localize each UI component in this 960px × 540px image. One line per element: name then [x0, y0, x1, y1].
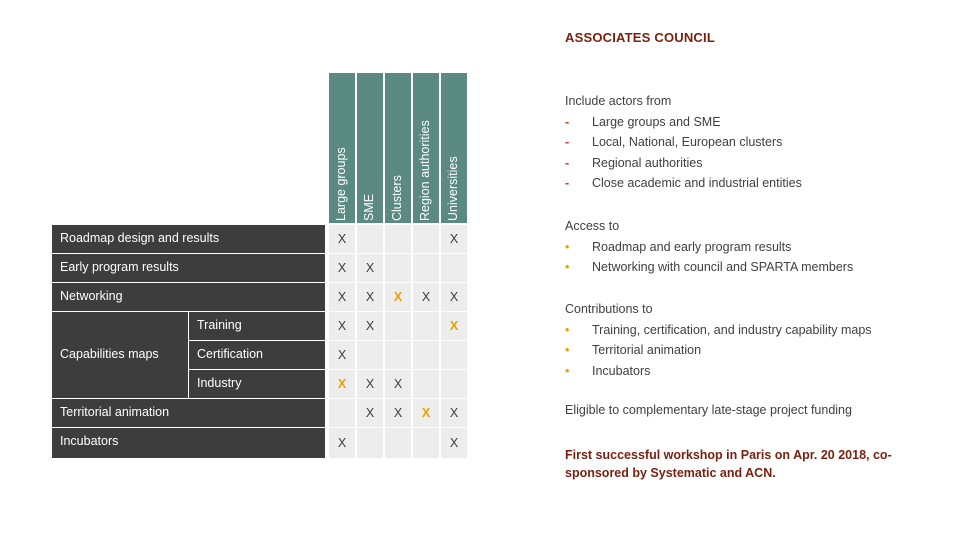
bullet-marker: •: [565, 239, 570, 254]
row-label-territorial-animation: Territorial animation: [52, 399, 325, 427]
cell-incubators-clusters: [385, 428, 411, 458]
list-item: [565, 340, 872, 361]
cell-training-large-groups: X: [329, 312, 355, 340]
list-item-text: Local, National, European clusters: [592, 135, 783, 150]
list-item: [565, 153, 802, 174]
dash-marker: -: [565, 155, 570, 170]
list-item: [565, 237, 853, 258]
col-header-clusters: [385, 73, 411, 223]
cell-roadmap-large-groups: X: [329, 225, 355, 253]
list-item: [565, 132, 802, 153]
section-include-intro: Include actors from: [565, 94, 672, 108]
list-item: [565, 257, 853, 278]
col-header-universities: [441, 73, 467, 223]
workshop-note: First successful workshop in Paris on Apr. 20 2018, co-sponsored by Systematic and ACN.: [565, 448, 892, 480]
cell-early-universities: [441, 254, 467, 282]
cell-industry-large-groups: X: [329, 370, 355, 398]
cell-training-region: [413, 312, 439, 340]
cell-certification-clusters: [385, 341, 411, 369]
cell-networking-sme: X: [357, 283, 383, 311]
dash-marker: -: [565, 135, 570, 150]
list-item-text: Large groups and SME: [592, 114, 721, 129]
section-access-list: [565, 237, 853, 278]
cell-incubators-sme: [357, 428, 383, 458]
cell-territorial-sme: X: [357, 399, 383, 427]
col-header-label: Clusters: [390, 175, 404, 221]
cell-certification-region: [413, 341, 439, 369]
cell-certification-sme: [357, 341, 383, 369]
list-item-text: Roadmap and early program results: [592, 239, 792, 254]
cell-industry-universities: [441, 370, 467, 398]
list-item-text: Incubators: [592, 363, 651, 378]
cell-early-region: [413, 254, 439, 282]
cell-industry-clusters: X: [385, 370, 411, 398]
row-label-roadmap: Roadmap design and results: [52, 225, 325, 253]
list-item: [565, 173, 802, 194]
dash-marker: -: [565, 176, 570, 191]
col-header-label: SME: [362, 193, 376, 221]
cell-roadmap-region: [413, 225, 439, 253]
dash-marker: -: [565, 114, 570, 129]
cell-territorial-region: X: [413, 399, 439, 427]
row-label-capabilities-maps: Capabilities maps: [52, 312, 188, 398]
col-header-sme: [357, 73, 383, 223]
col-header-label: Region authorities: [418, 120, 432, 221]
section-access-intro: Access to: [565, 219, 620, 233]
cell-industry-sme: X: [357, 370, 383, 398]
list-item-text: Territorial animation: [592, 343, 702, 358]
row-label-training: Training: [189, 312, 325, 340]
section-contributions-intro: Contributions to: [565, 302, 653, 316]
bullet-marker: •: [565, 343, 570, 358]
cell-incubators-region: [413, 428, 439, 458]
cell-territorial-large-groups: [329, 399, 355, 427]
cell-certification-universities: [441, 341, 467, 369]
cell-training-universities: X: [441, 312, 467, 340]
section-eligible: Eligible to complementary late-stage project funding: [565, 403, 852, 417]
col-header-label: Large groups: [334, 147, 348, 221]
row-label-certification: Certification: [189, 341, 325, 369]
list-item-text: Close academic and industrial entities: [592, 176, 802, 191]
cell-incubators-universities: X: [441, 428, 467, 458]
col-header-label: Universities: [446, 156, 460, 221]
col-header-region-authorities: [413, 73, 439, 223]
section-contributions: [565, 299, 872, 381]
list-item-text: Regional authorities: [592, 155, 703, 170]
bullet-marker: •: [565, 322, 570, 337]
cell-industry-region: [413, 370, 439, 398]
bullet-marker: •: [565, 363, 570, 378]
bullet-marker: •: [565, 260, 570, 275]
list-item: [565, 112, 802, 133]
section-include: [565, 91, 802, 194]
cell-early-clusters: [385, 254, 411, 282]
row-label-early-results: Early program results: [52, 254, 325, 282]
cell-training-sme: X: [357, 312, 383, 340]
page-title: ASSOCIATES COUNCIL: [565, 30, 715, 45]
cell-networking-clusters: X: [385, 283, 411, 311]
cell-territorial-universities: X: [441, 399, 467, 427]
row-label-industry: Industry: [189, 370, 325, 398]
section-contributions-list: [565, 320, 872, 382]
cell-networking-region: X: [413, 283, 439, 311]
section-include-list: [565, 112, 802, 194]
cell-networking-universities: X: [441, 283, 467, 311]
list-item: [565, 320, 872, 341]
cell-roadmap-universities: X: [441, 225, 467, 253]
row-label-incubators: Incubators: [52, 428, 325, 458]
list-item: [565, 361, 872, 382]
cell-training-clusters: [385, 312, 411, 340]
col-header-large-groups: [329, 73, 355, 223]
cell-roadmap-clusters: [385, 225, 411, 253]
list-item-text: Training, certification, and industry capability maps: [592, 322, 872, 337]
cell-territorial-clusters: X: [385, 399, 411, 427]
list-item-text: Networking with council and SPARTA members: [592, 260, 854, 275]
cell-certification-large-groups: X: [329, 341, 355, 369]
cell-early-sme: X: [357, 254, 383, 282]
cell-networking-large-groups: X: [329, 283, 355, 311]
cell-incubators-large-groups: X: [329, 428, 355, 458]
row-label-networking: Networking: [52, 283, 325, 311]
cell-early-large-groups: X: [329, 254, 355, 282]
section-access: [565, 216, 853, 278]
cell-roadmap-sme: [357, 225, 383, 253]
